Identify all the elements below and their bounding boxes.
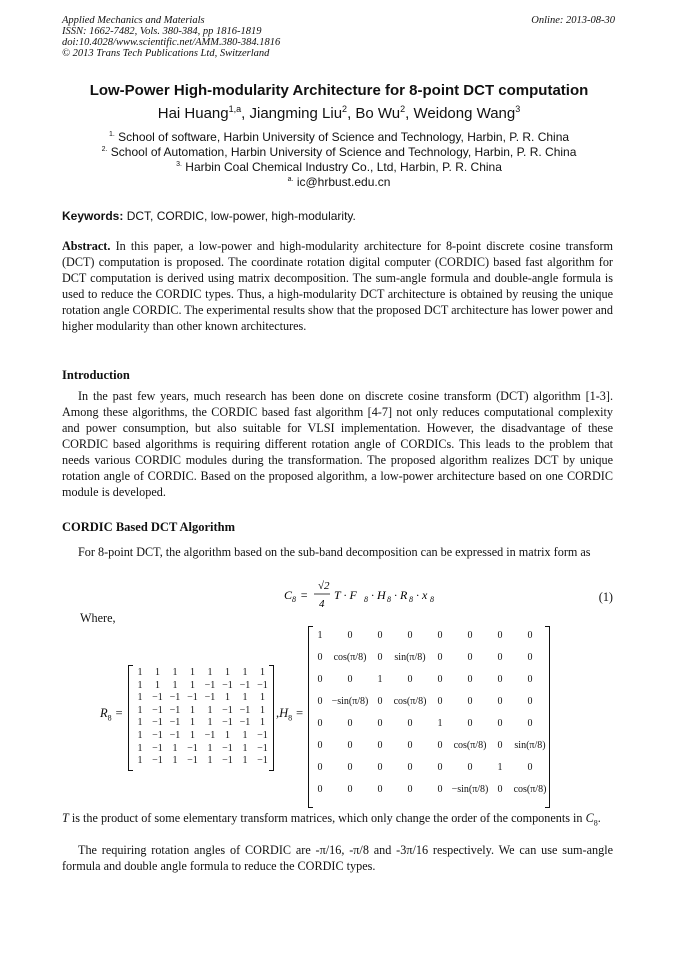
matrix-cell: 0 xyxy=(527,652,533,663)
matrix-cell: −1 xyxy=(204,730,216,741)
matrix-cell: 0 xyxy=(347,762,353,773)
matrix-cell: 0 xyxy=(317,718,323,729)
matrix-cell: 0 xyxy=(377,652,383,663)
t-text: is the product of some elementary transform matrices, which only change the order of the components in xyxy=(68,811,586,825)
email-link[interactable]: ic@hrbust.edu.cn xyxy=(296,175,391,189)
cordic-text-3: The requiring rotation angles of CORDIC are -π/16, -π/8 and -3π/16 respectively. We can use sum-angle formula and double angle formula to reduce the CORDIC types. xyxy=(62,843,613,873)
matrix-cell: 0 xyxy=(467,630,473,641)
matrix-cell: −sin(π/8) xyxy=(451,784,489,795)
matrix-cell: 0 xyxy=(377,696,383,707)
matrix-cell: 1 xyxy=(137,679,143,691)
matrix-cell: cos(π/8) xyxy=(513,784,547,795)
matrix-cell: 0 xyxy=(407,674,413,685)
matrix-cell: −1 xyxy=(222,755,233,767)
matrix-cell: −1 xyxy=(152,717,163,729)
matrix-cell: 0 xyxy=(467,718,473,729)
journal-header xyxy=(62,15,615,59)
matrix-cell: 1 xyxy=(137,704,143,716)
matrix-cell: 1 xyxy=(190,679,195,691)
svg-text:8: 8 xyxy=(364,595,368,604)
matrix-cell: 1 xyxy=(260,704,265,716)
svg-text:8: 8 xyxy=(430,595,434,604)
author-sup: 1,a xyxy=(228,104,242,114)
matrix-cell: −1 xyxy=(152,704,163,716)
matrix-cell: −1 xyxy=(169,704,181,716)
matrix-cell: 0 xyxy=(437,696,443,707)
matrix-cell: cos(π/8) xyxy=(393,696,427,707)
matrix-cell: 1 xyxy=(190,717,195,729)
equation-1 xyxy=(284,577,454,617)
matrix-cell: 1 xyxy=(190,667,195,678)
matrix-cell: 0 xyxy=(437,740,443,751)
matrix-cell: 1 xyxy=(137,692,143,704)
matrix-cell: 1 xyxy=(260,717,265,729)
matrix-cell: −1 xyxy=(187,742,198,754)
matrix-cell: 0 xyxy=(437,630,443,641)
copyright-line: © 2013 Trans Tech Publications Ltd, Switzerland xyxy=(62,48,270,59)
matrix-cell: 1 xyxy=(225,667,230,678)
matrix-cell: 1 xyxy=(242,730,248,741)
matrix-cell: 0 xyxy=(347,740,353,751)
matrix-cell: 0 xyxy=(437,784,443,795)
matrix-cell: −1 xyxy=(169,730,181,741)
svg-text:8: 8 xyxy=(387,595,391,604)
matrix-cell: −1 xyxy=(204,692,216,704)
keywords-text: DCT, CORDIC, low-power, high-modularity. xyxy=(126,209,356,223)
matrix-r-sub: 8 xyxy=(107,713,112,723)
matrix-cell: 0 xyxy=(497,674,503,685)
matrix-cell: 1 xyxy=(242,667,248,678)
author-list: Hai Huang$^{1,a}$, Jiangming Liu$^2$, Bo Wu$^2$, Weidong Wang$^3$ xyxy=(157,104,521,122)
cordic-text-1: For 8-point DCT, the algorithm based on the sub-band decomposition can be expressed in matrix form as xyxy=(78,545,591,559)
matrix-cell: 0 xyxy=(377,740,383,751)
matrix-cell: 1 xyxy=(172,755,178,767)
matrix-cell: −1 xyxy=(204,679,216,691)
matrix-cell: 1 xyxy=(137,755,143,767)
author-sup: 2 xyxy=(342,104,348,114)
matrix-cell: 0 xyxy=(467,696,473,707)
author-name: Hai Huang xyxy=(157,105,229,122)
matrix-cell: 0 xyxy=(527,630,533,641)
author-name: Jiangming Liu xyxy=(249,105,343,122)
matrix-cell: −1 xyxy=(222,717,233,729)
matrix-cell: sin(π/8) xyxy=(394,652,426,663)
matrix-cell: 0 xyxy=(497,718,503,729)
matrix-cell: 1 xyxy=(242,755,248,767)
matrix-cell: 1 xyxy=(225,692,230,704)
matrix-r-label: $R_8$ = xyxy=(100,706,124,723)
matrix-cell: −1 xyxy=(257,742,268,754)
affiliation-sup: 1. xyxy=(108,131,115,138)
matrix-cell: 1 xyxy=(242,692,248,704)
affiliation-text: School of software, Harbin University of Science and Technology, Harbin, P. R. China xyxy=(118,130,570,144)
matrix-cell: 0 xyxy=(407,630,413,641)
matrix-cell: −sin(π/8) xyxy=(331,696,369,707)
abstract xyxy=(62,238,613,334)
intro-text: In the past few years, much research has been done on discrete cosine transform (DCT) algorithm [1-3]. Among these algorithms, the CORDIC based fast algorithm [4-7] not only reduces computational complexity and power consumption, but also suitable for VLSI implementation. However, the disadvantage of these CORDIC based algorithms is requiring different rotation angle of CORDICs. This leads to the problem that needs various CORDIC modules during the transformation. The proposed algorithm realizes DCT by unique rotation angle of CORDIC. Based on the proposed algorithm, a low-power architecture based on one CORDIC module is developed. xyxy=(62,389,613,499)
matrix-cell: 0 xyxy=(407,718,413,729)
matrix-cell: 1 xyxy=(377,674,383,685)
eq-lhs: C xyxy=(284,588,293,602)
matrix-cell: 0 xyxy=(437,762,443,773)
keywords-label: Keywords: xyxy=(62,209,124,223)
issn-line: ISSN: 1662-7482, Vols. 380-384, pp 1816-1819 xyxy=(62,26,262,37)
matrix-cell: 0 xyxy=(467,762,473,773)
matrix-cell: 1 xyxy=(155,667,160,678)
matrix-cell: −1 xyxy=(152,755,163,767)
matrix-cell: −1 xyxy=(257,755,268,767)
svg-text:√2: √2 xyxy=(318,580,330,592)
matrix-cell: 1 xyxy=(207,717,213,729)
matrix-cell: 1 xyxy=(190,704,195,716)
matrix-cell: 1 xyxy=(437,718,443,729)
matrix-cell: 0 xyxy=(407,740,413,751)
affiliation-sup: 3. xyxy=(176,161,182,168)
matrix-cell: 0 xyxy=(497,784,503,795)
matrix-cell: 0 xyxy=(437,652,443,663)
matrix-h-letter: H xyxy=(279,706,289,720)
matrix-cell: 1 xyxy=(207,755,213,767)
author-sup: 3 xyxy=(515,104,521,114)
matrix-cell: 0 xyxy=(377,630,383,641)
matrix-cell: −1 xyxy=(152,730,163,741)
matrix-cell: 0 xyxy=(497,696,503,707)
affiliation-1 xyxy=(0,130,678,144)
equation-1-svg xyxy=(284,577,454,613)
affiliation-email xyxy=(0,175,678,189)
affiliation-sup: 2. xyxy=(101,146,108,153)
matrix-cell: −1 xyxy=(222,704,233,716)
keywords xyxy=(62,209,356,223)
matrix-cell: 1 xyxy=(137,742,143,754)
svg-text:8: 8 xyxy=(409,595,413,604)
svg-text:· x: · x xyxy=(416,588,428,602)
matrix-cell: −1 xyxy=(187,755,198,767)
matrix-cell: 0 xyxy=(347,674,353,685)
matrix-cell: 0 xyxy=(347,784,353,795)
matrix-cell: sin(π/8) xyxy=(514,740,546,751)
matrix-h xyxy=(308,626,550,806)
matrix-cell: 1 xyxy=(207,704,213,716)
matrix-cell: 0 xyxy=(377,784,383,795)
author-sup: 2 xyxy=(400,104,406,114)
matrix-cell: 0 xyxy=(437,674,443,685)
matrix-cell: −1 xyxy=(152,692,163,704)
affiliation-2 xyxy=(0,145,678,159)
matrix-cell: 0 xyxy=(377,762,383,773)
matrix-cell: 0 xyxy=(317,652,323,663)
svg-text:· R: · R xyxy=(394,588,408,602)
equation-number: (1) xyxy=(598,590,613,604)
matrix-cell: 0 xyxy=(467,674,473,685)
matrix-cell: 0 xyxy=(377,718,383,729)
matrix-cell: 0 xyxy=(347,630,353,641)
matrix-cell: −1 xyxy=(222,742,233,754)
matrix-cell: 0 xyxy=(347,718,353,729)
matrix-cell: 1 xyxy=(225,730,230,741)
eq-lhs-sub: 8 xyxy=(292,595,296,604)
matrix-cell: 1 xyxy=(207,667,213,678)
t-symbol: T xyxy=(62,811,69,825)
affiliation-3 xyxy=(0,160,678,174)
matrix-cell: −1 xyxy=(152,742,163,754)
svg-text:· H: · H xyxy=(371,588,386,602)
matrix-cell: 0 xyxy=(317,762,323,773)
matrix-cell: 0 xyxy=(497,630,503,641)
t-text-end: . xyxy=(597,811,601,825)
matrix-cell: 1 xyxy=(242,742,248,754)
matrix-cell: −1 xyxy=(222,679,233,691)
matrix-cell: 0 xyxy=(497,740,503,751)
matrix-cell: 0 xyxy=(317,696,323,707)
matrix-r-letter: R xyxy=(100,706,108,720)
matrix-cell: 1 xyxy=(172,679,178,691)
matrix-cell: 0 xyxy=(497,652,503,663)
affiliation-text: Harbin Coal Chemical Industry Co., Ltd, Harbin, P. R. China xyxy=(185,160,502,174)
author-name: Weidong Wang xyxy=(413,105,516,122)
where-label: Where, xyxy=(80,611,116,625)
matrix-cell: cos(π/8) xyxy=(333,652,367,663)
matrix-cell: 1 xyxy=(260,692,265,704)
matrix-cell: 0 xyxy=(527,696,533,707)
matrix-cell: 1 xyxy=(190,730,195,741)
c8-sub: 8 xyxy=(593,818,598,828)
matrix-cell: 0 xyxy=(317,784,323,795)
matrix-cell: 1 xyxy=(172,667,178,678)
svg-text:=: = xyxy=(300,588,309,602)
matrix-r xyxy=(128,665,274,769)
matrix-cell: 1 xyxy=(137,667,143,678)
matrix-cell: −1 xyxy=(257,730,268,741)
author-name: Bo Wu xyxy=(355,105,401,122)
matrix-cell: 1 xyxy=(207,742,213,754)
abstract-label: Abstract. xyxy=(62,239,111,253)
matrix-cell: 0 xyxy=(317,740,323,751)
journal-name: Applied Mechanics and Materials xyxy=(62,15,205,26)
matrix-cell: 1 xyxy=(317,630,323,641)
paper-title: Low-Power High-modularity Architecture for 8-point DCT computation xyxy=(89,82,589,99)
intro-heading: Introduction xyxy=(62,368,130,382)
matrix-cell: −1 xyxy=(239,704,251,716)
matrix-cell: 0 xyxy=(527,718,533,729)
matrix-cell: 0 xyxy=(527,762,533,773)
matrix-cell: −1 xyxy=(239,717,251,729)
matrix-cell: 1 xyxy=(155,679,160,691)
matrix-cell: −1 xyxy=(169,717,181,729)
matrix-cell: cos(π/8) xyxy=(453,740,487,751)
matrix-cell: 0 xyxy=(317,674,323,685)
matrix-cell: 0 xyxy=(527,674,533,685)
doi-line: doi:10.4028/www.scientific.net/AMM.380-384.1816 xyxy=(62,37,281,48)
svg-text:4: 4 xyxy=(319,598,325,610)
matrix-h-label: $,H_8$ = xyxy=(276,706,304,723)
matrix-cell: −1 xyxy=(187,692,198,704)
cordic-heading: CORDIC Based DCT Algorithm xyxy=(62,520,236,534)
matrix-h-sub: 8 xyxy=(288,713,293,723)
matrix-cell: −1 xyxy=(239,679,251,691)
c8-symbol: C xyxy=(585,811,594,825)
matrix-cell: −1 xyxy=(169,692,181,704)
matrix-cell: 1 xyxy=(137,717,143,729)
abstract-text: In this paper, a low-power and high-modularity architecture for 8-point discrete cosine transform (DCT) computation is proposed. The coordinate rotation digital computer (CORDIC) based fast algorithm for DCT computation is derived using matrix decomposition. The sum-angle formula and double-angle formula is used to reduce the CORDIC types. Thus, a high-modularity DCT architecture is obtained by reusing the unique rotation angle CORDIC. The experimental results show that the proposed DCT architecture has lower power and higher modularity than other known architectures. xyxy=(62,239,614,333)
matrix-cell: 1 xyxy=(172,742,178,754)
matrix-cell: 1 xyxy=(260,667,265,678)
matrix-cell: −1 xyxy=(257,679,268,691)
matrix-cell: 0 xyxy=(467,652,473,663)
matrix-cell: 1 xyxy=(137,730,143,741)
affiliation-text: School of Automation, Harbin University of Science and Technology, Harbin, P. R. China xyxy=(110,145,577,159)
affiliation-sup: a. xyxy=(287,176,294,183)
online-date: Online: 2013-08-30 xyxy=(531,15,615,26)
matrix-cell: 0 xyxy=(407,762,413,773)
matrix-cell: 1 xyxy=(497,762,503,773)
t-description xyxy=(62,810,613,831)
svg-text:T · F: T · F xyxy=(334,588,357,602)
matrix-cell: 0 xyxy=(407,784,413,795)
